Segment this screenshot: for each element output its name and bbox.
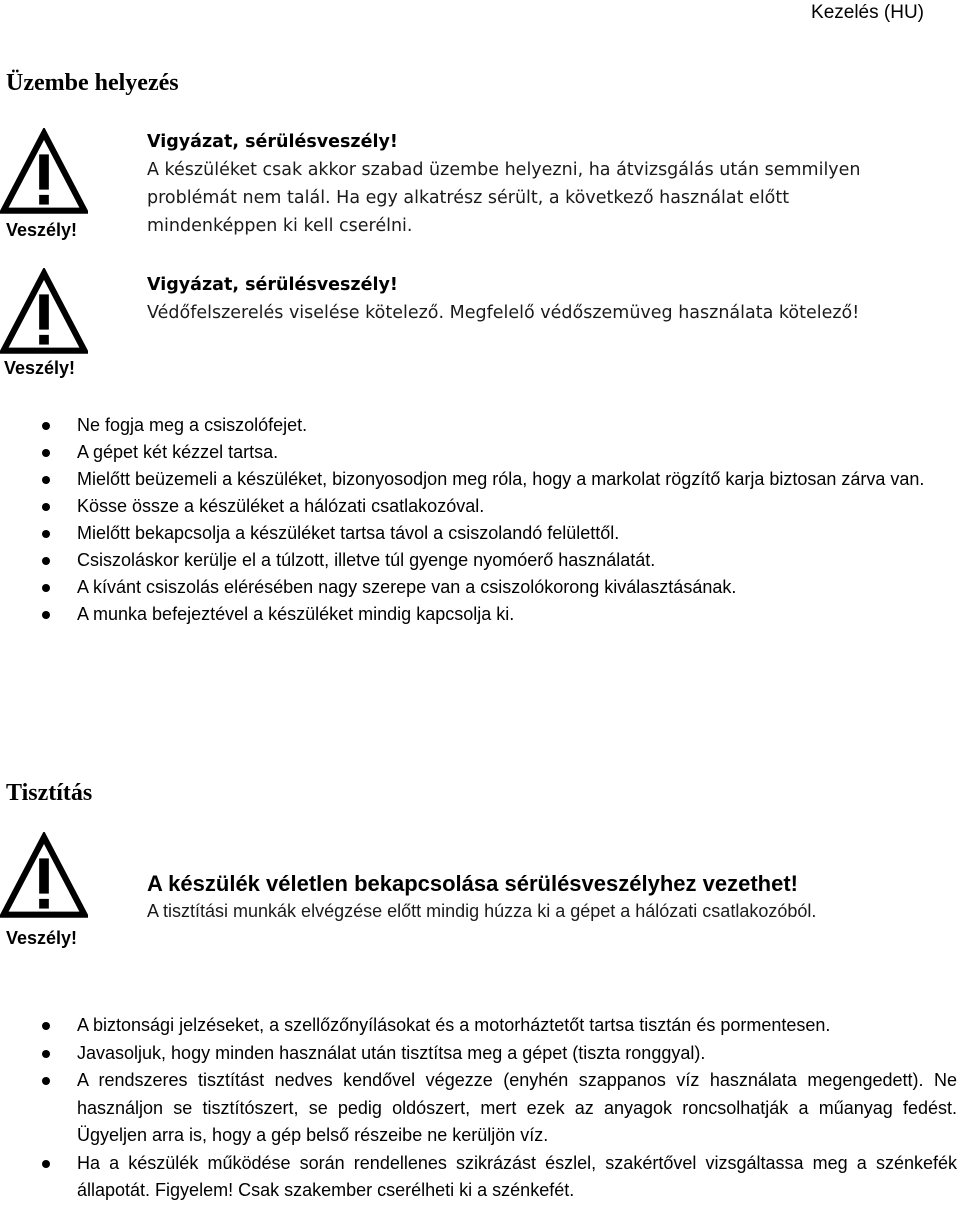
bullet-dot-icon <box>42 476 50 484</box>
list-item-text: Mielőtt bekapcsolja a készüléket tartsa távol a csiszolandó felülettől. <box>77 523 620 543</box>
list-item <box>0 1150 957 1205</box>
warning-body: Védőfelszerelés viselése kötelező. Megfelelő védőszemüveg használata kötelező! <box>147 303 860 323</box>
bullet-dot-icon <box>42 1022 50 1030</box>
list-item <box>0 493 957 520</box>
list-item-text: A kívánt csiszolás elérésében nagy szerepe van a csiszolókorong kiválasztásának. <box>77 577 737 597</box>
list-item-text: Javasoljuk, hogy minden használat után tisztítsa meg a gépet (tiszta ronggyal). <box>77 1042 706 1063</box>
bullet-dot-icon <box>42 1077 50 1085</box>
list-item-text: Mielőtt beüzemeli a készüléket, bizonyosodjon meg róla, hogy a markolat rögzítő karja biztosan zárva van. <box>77 469 925 489</box>
list-item <box>0 574 957 601</box>
warning-text <box>147 128 867 240</box>
list-item-text: A biztonsági jelzéseket, a szellőzőnyílásokat és a motorháztetőt tartsa tisztán és pormentesen. <box>77 1015 831 1035</box>
list-item-text: Ne fogja meg a csiszolófejet. <box>77 415 308 435</box>
list-item-text: A gépet két kézzel tartsa. <box>77 442 279 462</box>
list-item <box>0 1040 957 1068</box>
warning-label: Veszély! <box>6 220 78 240</box>
warning-text <box>147 870 917 924</box>
bullet-dot-icon <box>42 422 50 430</box>
warning-body: A tisztítási munkák elvégzése előtt mindig húzza ki a gépet a hálózati csatlakozóból. <box>147 901 817 921</box>
bullet-dot-icon <box>42 557 50 565</box>
warning-title: Vigyázat, sérülésveszély! <box>147 132 398 152</box>
bullet-dot-icon <box>42 1050 50 1058</box>
list-item <box>0 466 957 493</box>
bullet-dot-icon <box>42 584 50 592</box>
list-item-text: A munka befejeztével a készüléket mindig kapcsolja ki. <box>77 604 515 624</box>
list-item-text: Csiszoláskor kerülje el a túlzott, illetve túl gyenge nyomóerő használatát. <box>77 550 656 570</box>
list-item <box>0 601 957 628</box>
warning-label: Veszély! <box>6 928 78 948</box>
list-item <box>0 412 957 439</box>
list-item <box>0 1012 957 1040</box>
list-item-text: A rendszeres tisztítást nedves kendővel végezze (enyhén szappanos víz használata megengedett). Ne használjon se tisztítószert, se pedig oldószert, mert ezek az anyagok roncsolhatják a műanyag fedést. Ügyeljen arra is, hogy a gép belső részeibe ne kerüljön víz. <box>77 1070 957 1145</box>
warning-label: Veszély! <box>4 358 76 378</box>
section-title-cleaning: Tisztítás <box>6 780 93 806</box>
section-title-commissioning: Üzembe helyezés <box>6 70 179 96</box>
warning-body: A készüléket csak akkor szabad üzembe helyezni, ha átvizsgálás után semmilyen problémát nem talál. Ha egy alkatrész sérült, a következő használat előtt mindenképpen ki kell cserélni. <box>147 160 861 236</box>
cleaning-bullet-list <box>0 1012 957 1205</box>
page-header-tag: Kezelés (HU) <box>811 2 924 23</box>
list-item <box>0 439 957 466</box>
warning-triangle-icon <box>0 268 88 356</box>
list-item-text: Kösse össze a készüléket a hálózati csatlakozóval. <box>77 496 485 516</box>
list-item-text: Ha a készülék működése során rendellenes szikrázást észlel, szakértővel vizsgáltassa meg a szénkefék állapotát. Figyelem! Csak szakember cserélheti ki a szénkefét. <box>77 1152 957 1200</box>
warning-triangle-icon <box>0 832 88 920</box>
bullet-dot-icon <box>42 503 50 511</box>
commissioning-bullet-list <box>0 412 957 628</box>
warning-triangle-icon <box>0 128 88 216</box>
list-item <box>0 520 957 547</box>
warning-title: A készülék véletlen bekapcsolása sérülésveszélyhez vezethet! <box>147 871 798 896</box>
bullet-dot-icon <box>42 1160 50 1168</box>
list-item <box>0 1067 957 1150</box>
bullet-dot-icon <box>42 611 50 619</box>
warning-title: Vigyázat, sérülésveszély! <box>147 275 398 295</box>
list-item <box>0 547 957 574</box>
bullet-dot-icon <box>42 449 50 457</box>
warning-text <box>147 271 917 327</box>
bullet-dot-icon <box>42 530 50 538</box>
